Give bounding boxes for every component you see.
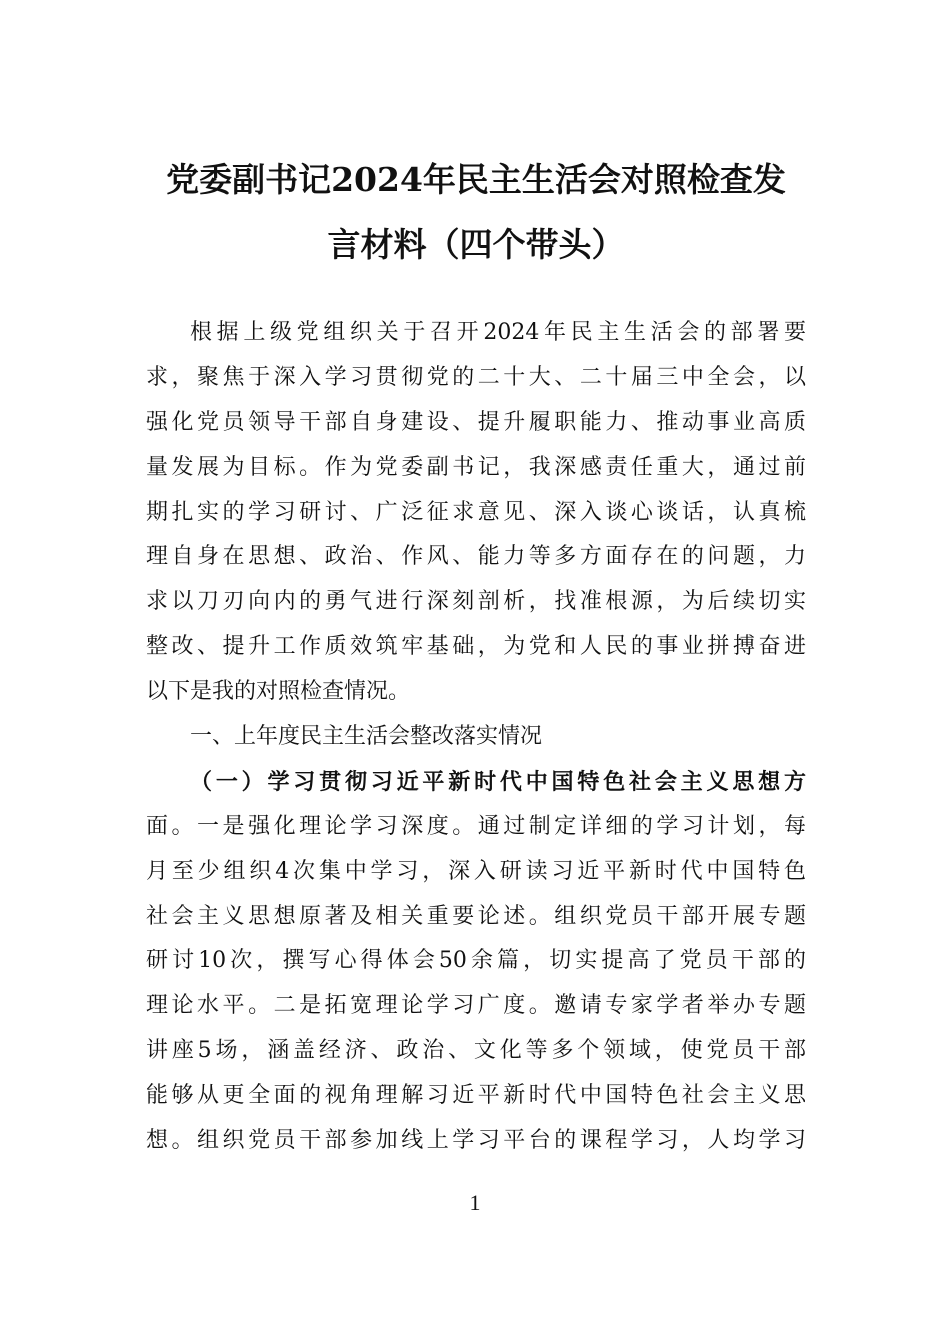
text-line: 理论水平。二是拓宽理论学习广度。邀请专家学者举办专题	[146, 993, 806, 1019]
text-line: 根据上级党组织关于召开2024年民主生活会的部署要	[190, 320, 806, 345]
text-line: 理自身在思想、政治、作风、能力等多方面存在的问题，力	[146, 544, 806, 570]
text-line: 社会主义思想原著及相关重要论述。组织党员干部开展专题	[146, 903, 806, 929]
text-line: 能够从更全面的视角理解习近平新时代中国特色社会主义思	[146, 1083, 806, 1109]
text-line: 量发展为目标。作为党委副书记，我深感责任重大，通过前	[146, 454, 806, 480]
paragraph-intro	[146, 311, 806, 715]
paragraph-section-1	[146, 760, 806, 1164]
text-line: 求以刀刃向内的勇气进行深刻剖析，找准根源，为后续切实	[146, 589, 806, 615]
text-line: 期扎实的学习研讨、广泛征求意见、深入谈心谈话，认真梳	[146, 499, 806, 525]
document-title-line-2: 言材料（四个带头）	[327, 225, 625, 264]
text-line: 整改、提升工作质效筑牢基础，为党和人民的事业拼搏奋进	[146, 634, 806, 660]
text-line: 月至少组织4次集中学习，深入研读习近平新时代中国特色	[146, 858, 806, 884]
subheading-line: （一）学习贯彻习近平新时代中国特色社会主义思想方	[190, 768, 806, 795]
text-line: 研讨10次，撰写心得体会50余篇，切实提高了党员干部的	[146, 948, 806, 974]
text-line: 强化党员领导干部自身建设、提升履职能力、推动事业高质	[146, 409, 806, 435]
text-line: 求，聚焦于深入学习贯彻党的二十大、二十届三中全会，以	[146, 364, 806, 390]
heading-line: 一、上年度民主生活会整改落实情况	[190, 724, 543, 750]
text-line: 想。组织党员干部参加线上学习平台的课程学习，人均学习	[146, 1128, 806, 1154]
text-line: 讲座5场，涵盖经济、政治、文化等多个领域，使党员干部	[146, 1038, 806, 1064]
text-line: 面。一是强化理论学习深度。通过制定详细的学习计划，每	[146, 813, 806, 839]
page-number: 1	[469, 1190, 481, 1215]
section-heading	[146, 715, 806, 760]
text-line: 以下是我的对照检查情况。	[146, 679, 411, 705]
document-title-line-1: 党委副书记2024年民主生活会对照检查发	[166, 160, 786, 199]
document-body	[146, 311, 806, 1164]
